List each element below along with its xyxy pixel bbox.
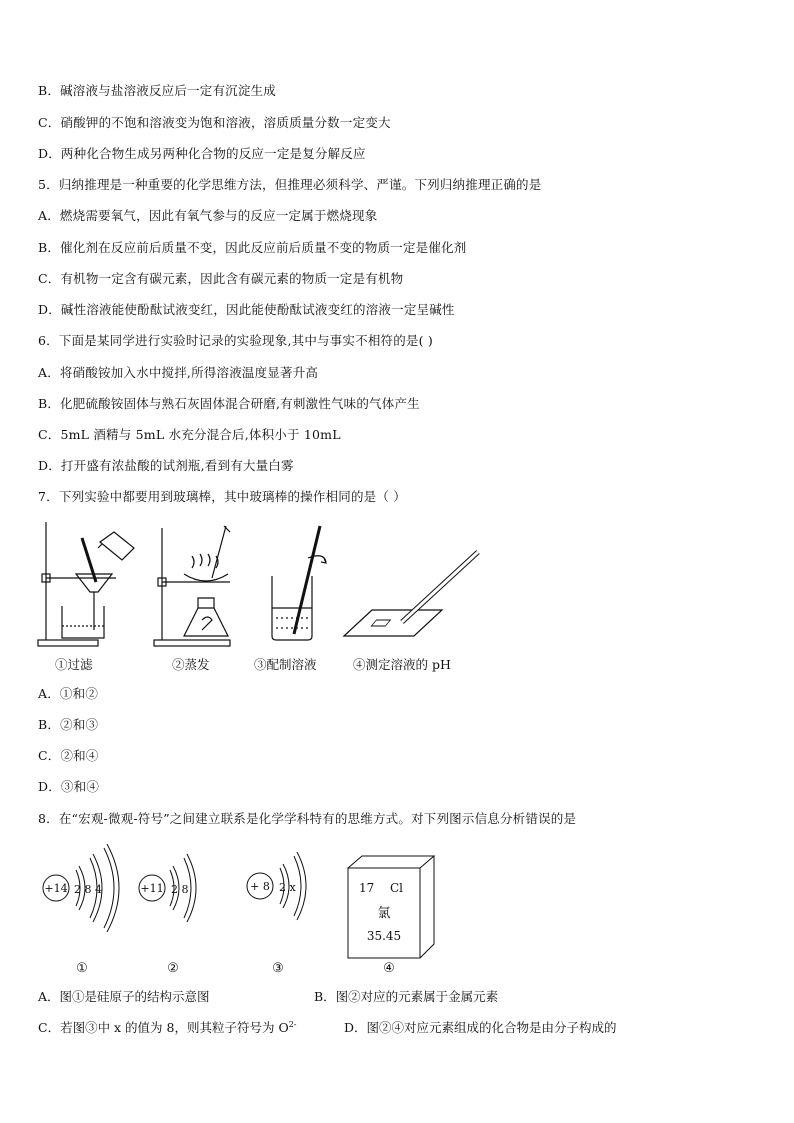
q7-caption-solution: ③配制溶液 — [254, 657, 317, 672]
atom1-nucleus: +14 — [44, 882, 68, 895]
q6-stem: 6．下面是某同学进行实验时记录的实验现象,其中与事实不相符的是( ) — [38, 333, 433, 348]
atom3-nucleus: + 8 — [250, 880, 270, 893]
q6-option-c: C．5mL 酒精与 5mL 水充分混合后,体积小于 10mL — [38, 427, 341, 442]
q7-option-b: B．②和③ — [38, 717, 99, 732]
q8-label-4: ④ — [383, 961, 395, 976]
atom3-electrons: 2 x — [279, 881, 296, 894]
evaporation-apparatus — [154, 526, 230, 646]
q8-atom-figure — [36, 840, 456, 978]
ph-test-apparatus — [344, 552, 478, 636]
element-number: 17 — [359, 881, 375, 895]
q5-option-b: B．催化剂在反应前后质量不变，因此反应前后质量不变的物质一定是催化剂 — [38, 240, 467, 255]
q6-option-d: D．打开盛有浓盐酸的试剂瓶,看到有大量白雾 — [38, 458, 294, 473]
q6-option-b: B．化肥硫酸铵固体与熟石灰固体混合研磨,有刺激性气味的气体产生 — [38, 396, 420, 411]
q8-option-a: A．图①是硅原子的结构示意图 — [38, 989, 210, 1004]
dissolving-apparatus — [272, 526, 326, 640]
q4-option-d: D．两种化合物生成另两种化合物的反应一定是复分解反应 — [38, 146, 366, 161]
q4-option-b: B．碱溶液与盐溶液反应后一定有沉淀生成 — [38, 83, 276, 98]
q8-option-b: B．图②对应的元素属于金属元素 — [314, 989, 499, 1004]
filtration-apparatus — [38, 522, 134, 646]
q5-stem: 5．归纳推理是一种重要的化学思维方法，但推理必须科学、严谨。下列归纳推理正确的是 — [38, 177, 542, 192]
atom2-electrons: 2 8 — [171, 883, 189, 896]
q7-caption-filtration: ①过滤 — [55, 657, 93, 672]
q8-option-c-text: C．若图③中 x 的值为 8，则其粒子符号为 O — [38, 1020, 289, 1035]
q8-label-1: ① — [76, 961, 88, 976]
q7-caption-ph: ④测定溶液的 pH — [353, 657, 451, 672]
q5-option-c: C．有机物一定含有碳元素，因此含有碳元素的物质一定是有机物 — [38, 271, 404, 286]
q6-option-a: A．将硝酸铵加入水中搅拌,所得溶液温度显著升高 — [38, 365, 319, 380]
element-symbol: Cl — [390, 881, 404, 895]
q8-option-c-charge: 2- — [288, 1019, 297, 1029]
q7-option-c: C．②和④ — [38, 748, 99, 763]
q7-apparatus-figure — [36, 518, 486, 652]
q7-stem: 7．下列实验中都要用到玻璃棒，其中玻璃棒的操作相同的是（ ） — [38, 489, 406, 504]
q5-option-a: A．燃烧需要氧气，因此有氧气参与的反应一定属于燃烧现象 — [38, 208, 378, 223]
q8-label-2: ② — [167, 961, 179, 976]
q8-label-3: ③ — [272, 961, 284, 976]
q8-stem: 8．在“宏观-微观-符号”之间建立联系是化学学科特有的思维方式。对下列图示信息分析错误的是 — [38, 811, 577, 826]
element-mass: 35.45 — [366, 929, 402, 943]
q7-option-d: D．③和④ — [38, 779, 100, 794]
element-name: 氯 — [377, 906, 391, 921]
q4-option-c: C．硝酸钾的不饱和溶液变为饱和溶液，溶质质量分数一定变大 — [38, 115, 391, 130]
q7-caption-evaporation: ②蒸发 — [172, 657, 210, 672]
q8-option-d: D．图②④对应元素组成的化合物是由分子构成的 — [344, 1020, 617, 1035]
q8-option-c — [38, 1018, 297, 1036]
q7-option-a: A．①和② — [38, 686, 99, 701]
atom1-electrons: 2 8 4 — [74, 883, 102, 896]
atom2-nucleus: +11 — [140, 882, 164, 895]
q5-option-d: D．碱性溶液能使酚酞试液变红，因此能使酚酞试液变红的溶液一定呈碱性 — [38, 302, 455, 317]
